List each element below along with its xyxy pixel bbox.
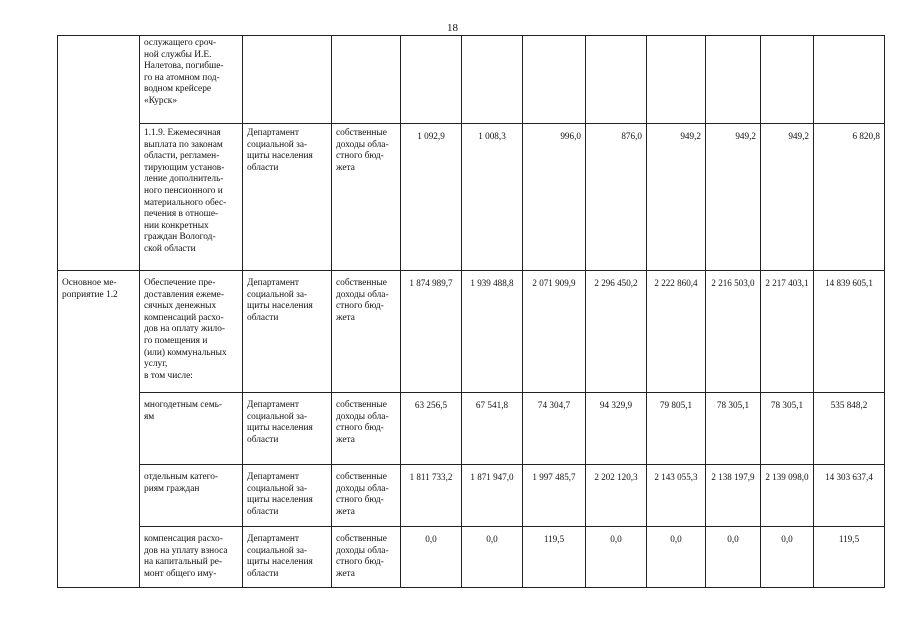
value-cell: 74 304,7 [523, 393, 586, 465]
executor-cell [243, 36, 332, 124]
name-cell: Обеспечение пре- доставления ежеме- сячных денежных компенсаций расхо- дов на оплату жило- го помещения и (или) коммунальных услуг, в том числе: [140, 271, 243, 393]
value-cell: 1 092,9 [401, 124, 462, 271]
executor-cell: Департамент социальной за- щиты населения области [243, 527, 332, 588]
value-cell: 1 008,3 [462, 124, 523, 271]
value-cell: 996,0 [523, 124, 586, 271]
value-cell: 1 939 488,8 [462, 271, 523, 393]
value-cell: 0,0 [462, 527, 523, 588]
measure-cell: Основное ме- роприятие 1.2 [58, 271, 140, 588]
value-cell [523, 36, 586, 124]
name-cell: 1.1.9. Ежемесячная выплата по законам области, регламен- тирующим установ- ление дополнитель- ного пенсионного и материального обес- печения в отноше- нии конкретных граждан Вологод- ской области [140, 124, 243, 271]
value-cell: 2 139 098,0 [761, 465, 814, 527]
value-cell: 2 143 055,3 [647, 465, 706, 527]
value-cell: 0,0 [586, 527, 647, 588]
value-cell: 949,2 [761, 124, 814, 271]
value-cell [814, 36, 885, 124]
value-cell: 2 138 197,9 [706, 465, 761, 527]
value-cell: 67 541,8 [462, 393, 523, 465]
value-cell: 0,0 [401, 527, 462, 588]
value-cell: 0,0 [706, 527, 761, 588]
source-cell: собственные доходы обла- стного бюд- жета [332, 124, 401, 271]
value-cell: 2 071 909,9 [523, 271, 586, 393]
page-number: 18 [447, 22, 458, 34]
value-cell: 949,2 [647, 124, 706, 271]
value-cell [586, 36, 647, 124]
value-cell: 1 811 733,2 [401, 465, 462, 527]
value-cell: 2 217 403,1 [761, 271, 814, 393]
value-cell: 78 305,1 [761, 393, 814, 465]
value-cell: 876,0 [586, 124, 647, 271]
source-cell: собственные доходы обла- стного бюд- жета [332, 271, 401, 393]
value-cell: 63 256,5 [401, 393, 462, 465]
value-cell: 14 303 637,4 [814, 465, 885, 527]
source-cell [332, 36, 401, 124]
value-cell: 14 839 605,1 [814, 271, 885, 393]
table-row [58, 124, 885, 271]
value-cell [647, 36, 706, 124]
value-cell: 6 820,8 [814, 124, 885, 271]
value-cell [761, 36, 814, 124]
value-cell: 119,5 [814, 527, 885, 588]
measure-cell [58, 36, 140, 271]
value-cell: 119,5 [523, 527, 586, 588]
name-cell: многодетным семь- ям [140, 393, 243, 465]
table-row [58, 271, 885, 393]
executor-cell: Департамент социальной за- щиты населения области [243, 271, 332, 393]
executor-cell: Департамент социальной за- щиты населения области [243, 393, 332, 465]
program-funding-table [57, 35, 885, 588]
value-cell: 2 296 450,2 [586, 271, 647, 393]
value-cell: 0,0 [647, 527, 706, 588]
name-cell: компенсация расхо- дов на уплату взноса на капитальный ре- монт общего иму- [140, 527, 243, 588]
source-cell: собственные доходы обла- стного бюд- жета [332, 393, 401, 465]
value-cell: 535 848,2 [814, 393, 885, 465]
table-row [58, 465, 885, 527]
value-cell: 79 805,1 [647, 393, 706, 465]
value-cell: 1 874 989,7 [401, 271, 462, 393]
table-row [58, 36, 885, 124]
source-cell: собственные доходы обла- стного бюд- жета [332, 465, 401, 527]
value-cell: 1 997 485,7 [523, 465, 586, 527]
name-cell: ослужащего сроч- ной службы И.Е. Налетова, погибше- го на атомном под- водном крейсере «Курск» [140, 36, 243, 124]
value-cell: 78 305,1 [706, 393, 761, 465]
value-cell: 1 871 947,0 [462, 465, 523, 527]
name-cell: отдельным катего- риям граждан [140, 465, 243, 527]
value-cell: 949,2 [706, 124, 761, 271]
value-cell [706, 36, 761, 124]
value-cell: 2 216 503,0 [706, 271, 761, 393]
value-cell: 2 222 860,4 [647, 271, 706, 393]
value-cell: 2 202 120,3 [586, 465, 647, 527]
executor-cell: Департамент социальной за- щиты населения области [243, 465, 332, 527]
table-row [58, 393, 885, 465]
table-row [58, 527, 885, 588]
executor-cell: Департамент социальной за- щиты населения области [243, 124, 332, 271]
value-cell [401, 36, 462, 124]
value-cell: 0,0 [761, 527, 814, 588]
value-cell [462, 36, 523, 124]
value-cell: 94 329,9 [586, 393, 647, 465]
source-cell: собственные доходы обла- стного бюд- жета [332, 527, 401, 588]
